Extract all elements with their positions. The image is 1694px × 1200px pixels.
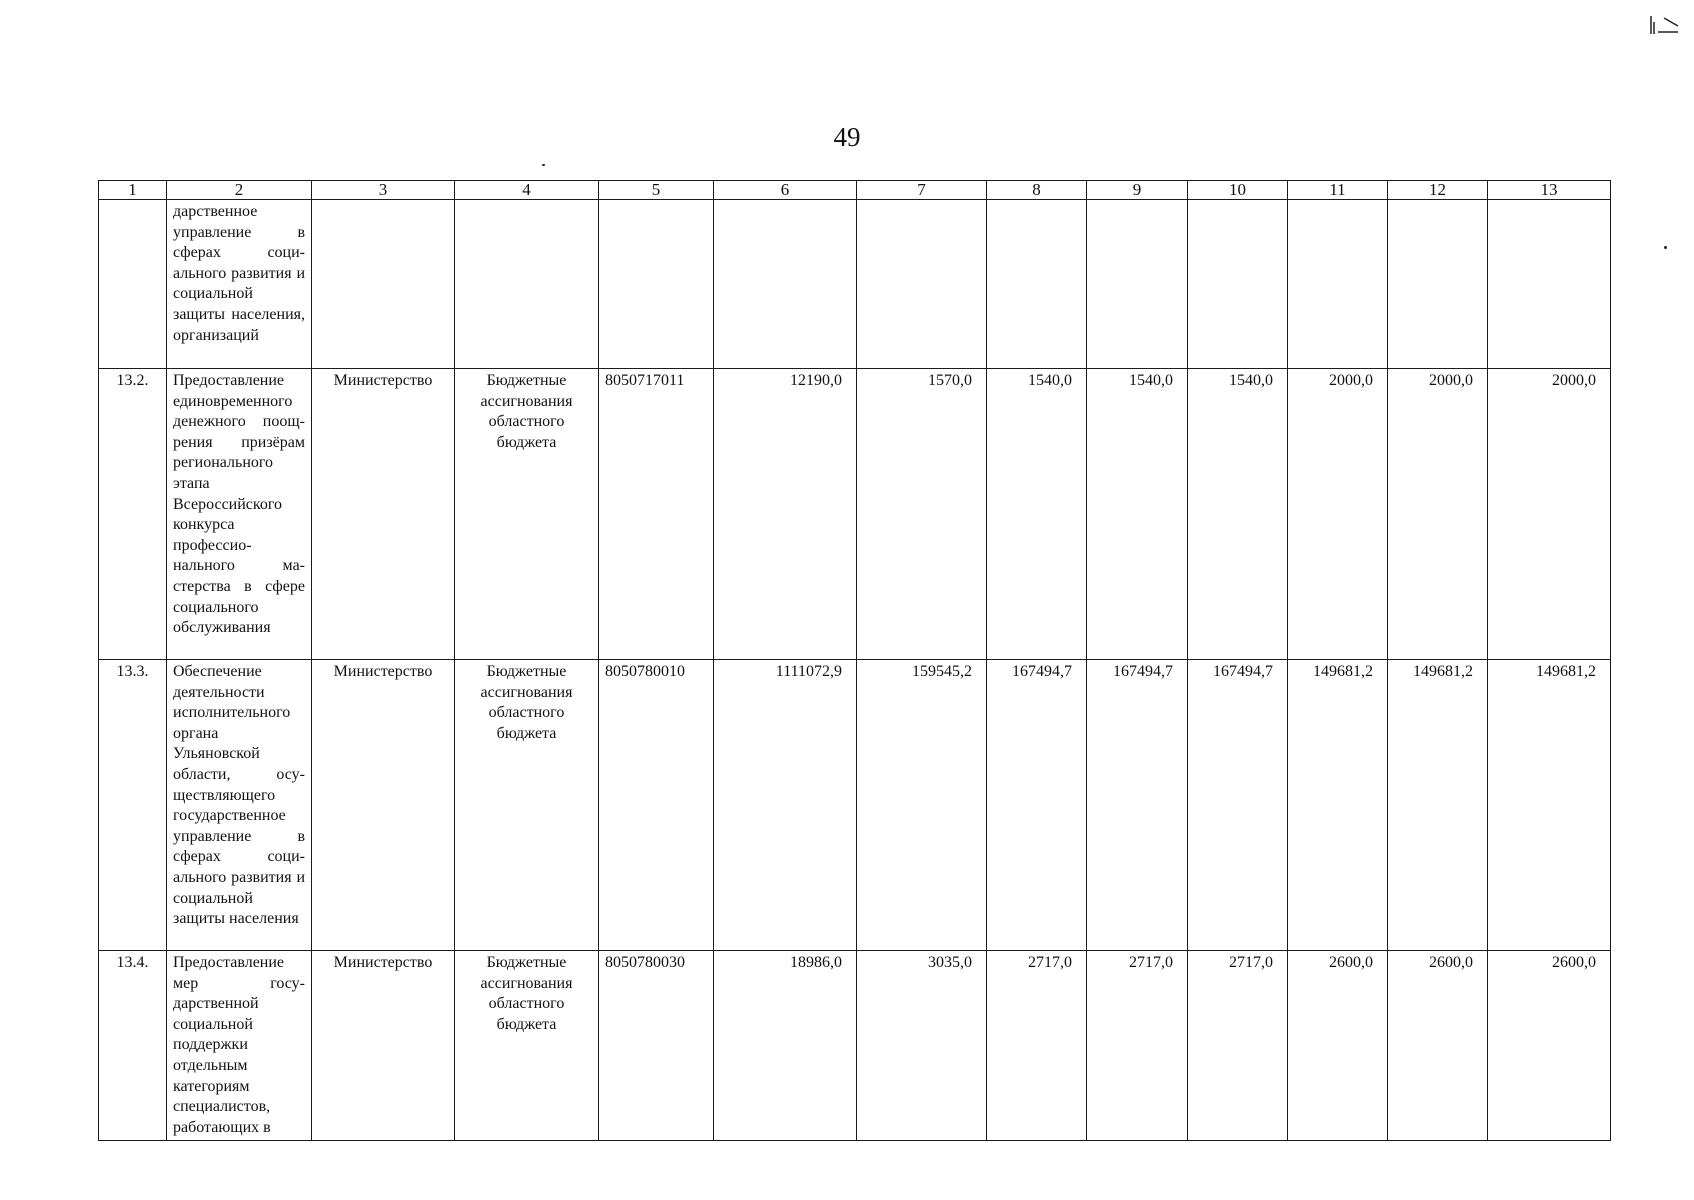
value-cell: 2600,0	[1288, 951, 1388, 1141]
value-cell	[1087, 200, 1188, 369]
scan-speck	[542, 164, 545, 166]
column-header: 7	[857, 181, 987, 200]
table-row	[99, 660, 1611, 951]
column-header: 4	[455, 181, 599, 200]
value-cell: 167494,7	[1188, 660, 1288, 951]
executor-cell: Министерство	[312, 660, 455, 951]
column-header: 8	[987, 181, 1087, 200]
row-number-cell: 13.4.	[99, 951, 167, 1141]
executor-cell: Министерство	[312, 951, 455, 1141]
column-header: 1	[99, 181, 167, 200]
value-cell: 2717,0	[1188, 951, 1288, 1141]
value-cell: 12190,0	[714, 369, 857, 660]
value-cell: 1540,0	[1188, 369, 1288, 660]
column-header: 3	[312, 181, 455, 200]
value-cell: 2000,0	[1488, 369, 1611, 660]
table-row	[99, 951, 1611, 1141]
value-cell	[987, 200, 1087, 369]
value-cell: 159545,2	[857, 660, 987, 951]
value-cell: 2000,0	[1388, 369, 1488, 660]
scan-speck	[1664, 246, 1667, 249]
value-cell: 2717,0	[1087, 951, 1188, 1141]
value-cell	[857, 200, 987, 369]
value-cell: 1540,0	[1087, 369, 1188, 660]
page-number: 49	[833, 122, 861, 152]
value-cell: 18986,0	[714, 951, 857, 1141]
column-header: 6	[714, 181, 857, 200]
measure-name-cell: Обеспечение деятельности исполнительного органа Ульяновской области, осуществляющего государственное управление в сферах социального развития и социальной защиты населения	[167, 660, 312, 951]
column-header: 9	[1087, 181, 1188, 200]
executor-cell: Министерство	[312, 369, 455, 660]
funding-source-cell: Бюджетные ассигнования областного бюджета	[455, 369, 599, 660]
value-cell: 2600,0	[1388, 951, 1488, 1141]
table-row	[99, 200, 1611, 369]
budget-code-cell	[599, 200, 714, 369]
value-cell: 1111072,9	[714, 660, 857, 951]
budget-table	[98, 180, 1611, 1141]
table-header-row	[99, 181, 1611, 200]
row-number-cell: 13.3.	[99, 660, 167, 951]
value-cell	[1488, 200, 1611, 369]
value-cell: 3035,0	[857, 951, 987, 1141]
value-cell: 149681,2	[1388, 660, 1488, 951]
measure-name-cell: Предоставление единовременного денежного поощрения призёрам регионального этапа Всероссийского конкурса профессионального мастерства в сфере социального обслуживания	[167, 369, 312, 660]
measure-name-cell: дарственное управление в сферах социального развития и социальной защиты населения, организаций	[167, 200, 312, 369]
column-header: 11	[1288, 181, 1388, 200]
value-cell: 2717,0	[987, 951, 1087, 1141]
table-row	[99, 369, 1611, 660]
measure-name-cell: Предоставление мер государственной социальной поддержки отдельным категориям специалистов, работающих в	[167, 951, 312, 1141]
value-cell	[1188, 200, 1288, 369]
funding-source-cell: Бюджетные ассигнования областного бюджета	[455, 660, 599, 951]
column-header: 12	[1388, 181, 1488, 200]
funding-source-cell	[455, 200, 599, 369]
budget-code-cell: 8050717011	[599, 369, 714, 660]
value-cell: 167494,7	[987, 660, 1087, 951]
budget-code-cell: 8050780010	[599, 660, 714, 951]
value-cell: 1540,0	[987, 369, 1087, 660]
scan-corner-mark	[1648, 14, 1680, 38]
value-cell: 1570,0	[857, 369, 987, 660]
value-cell: 2000,0	[1288, 369, 1388, 660]
value-cell: 167494,7	[1087, 660, 1188, 951]
value-cell	[714, 200, 857, 369]
column-header: 2	[167, 181, 312, 200]
funding-source-cell: Бюджетные ассигнования областного бюджета	[455, 951, 599, 1141]
budget-code-cell: 8050780030	[599, 951, 714, 1141]
value-cell: 149681,2	[1488, 660, 1611, 951]
column-header: 13	[1488, 181, 1611, 200]
value-cell	[1288, 200, 1388, 369]
row-number-cell	[99, 200, 167, 369]
value-cell	[1388, 200, 1488, 369]
value-cell: 149681,2	[1288, 660, 1388, 951]
column-header: 10	[1188, 181, 1288, 200]
column-header: 5	[599, 181, 714, 200]
value-cell: 2600,0	[1488, 951, 1611, 1141]
executor-cell	[312, 200, 455, 369]
row-number-cell: 13.2.	[99, 369, 167, 660]
